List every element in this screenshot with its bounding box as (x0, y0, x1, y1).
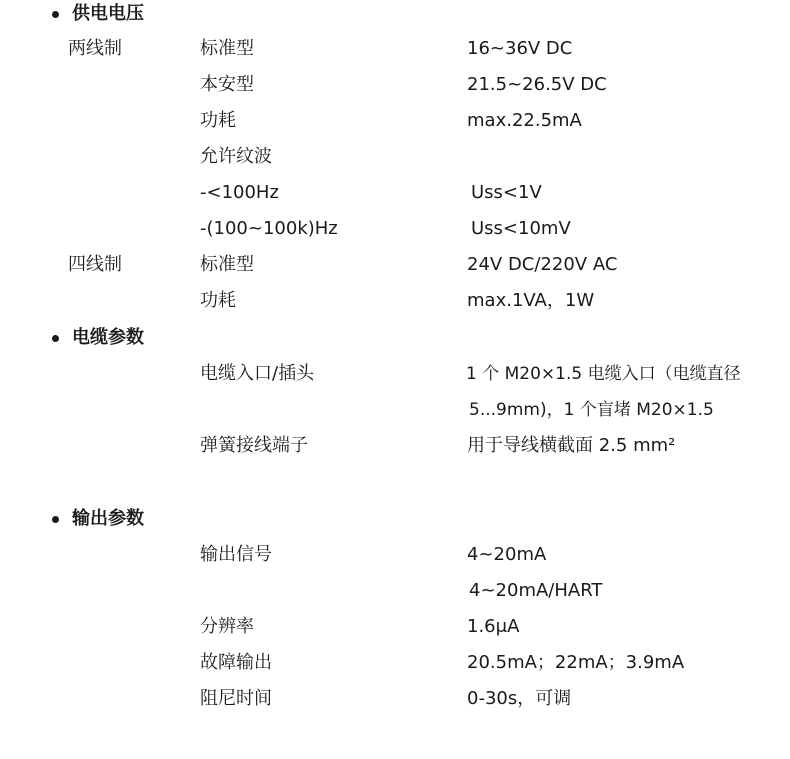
row-value: 5...9mm)，1 个盲堵 M20×1.5 (469, 400, 714, 420)
row-name: 功耗 (200, 290, 236, 311)
row-value: max.1VA，1W (467, 290, 595, 311)
row-name: 标准型 (200, 254, 254, 275)
row-value: max.22.5mA (467, 110, 582, 131)
row-value: Uss<10mV (471, 218, 571, 239)
row-value: 4~20mA/HART (469, 580, 603, 601)
row-value: 1.6μA (467, 616, 520, 637)
row-name: -<100Hz (200, 182, 279, 203)
row-value: 1 个 M20×1.5 电缆入口（电缆直径 (466, 364, 741, 384)
row-value: 16~36V DC (467, 38, 573, 59)
row-name: -(100~100k)Hz (200, 218, 338, 239)
section-title-cable: 电缆参数 (72, 327, 144, 348)
row-name: 弹簧接线端子 (200, 435, 308, 456)
row-name: 标准型 (200, 38, 254, 59)
section-title-output: 输出参数 (72, 508, 144, 529)
row-name: 允许纹波 (200, 146, 272, 167)
row-name: 本安型 (200, 74, 254, 95)
group-label-four-wire: 四线制 (68, 254, 122, 275)
row-name: 功耗 (200, 110, 236, 131)
group-label-two-wire: 两线制 (68, 38, 122, 59)
row-value: 4~20mA (467, 544, 547, 565)
row-value: 0-30s，可调 (467, 688, 572, 709)
section-bullet-output (52, 516, 59, 523)
row-name: 输出信号 (200, 544, 272, 565)
row-name: 故障输出 (200, 652, 272, 673)
row-name: 阻尼时间 (200, 688, 272, 709)
row-name: 分辨率 (200, 616, 254, 637)
row-name: 电缆入口/插头 (200, 363, 315, 384)
section-title-power: 供电电压 (72, 3, 144, 24)
section-bullet-cable (52, 335, 59, 342)
section-bullet-power (52, 11, 59, 18)
row-value: 24V DC/220V AC (467, 254, 618, 275)
row-value: 用于导线横截面 2.5 mm² (467, 435, 676, 456)
row-value: 20.5mA；22mA；3.9mA (467, 652, 685, 673)
row-value: Uss<1V (471, 182, 542, 203)
row-value: 21.5~26.5V DC (467, 74, 607, 95)
